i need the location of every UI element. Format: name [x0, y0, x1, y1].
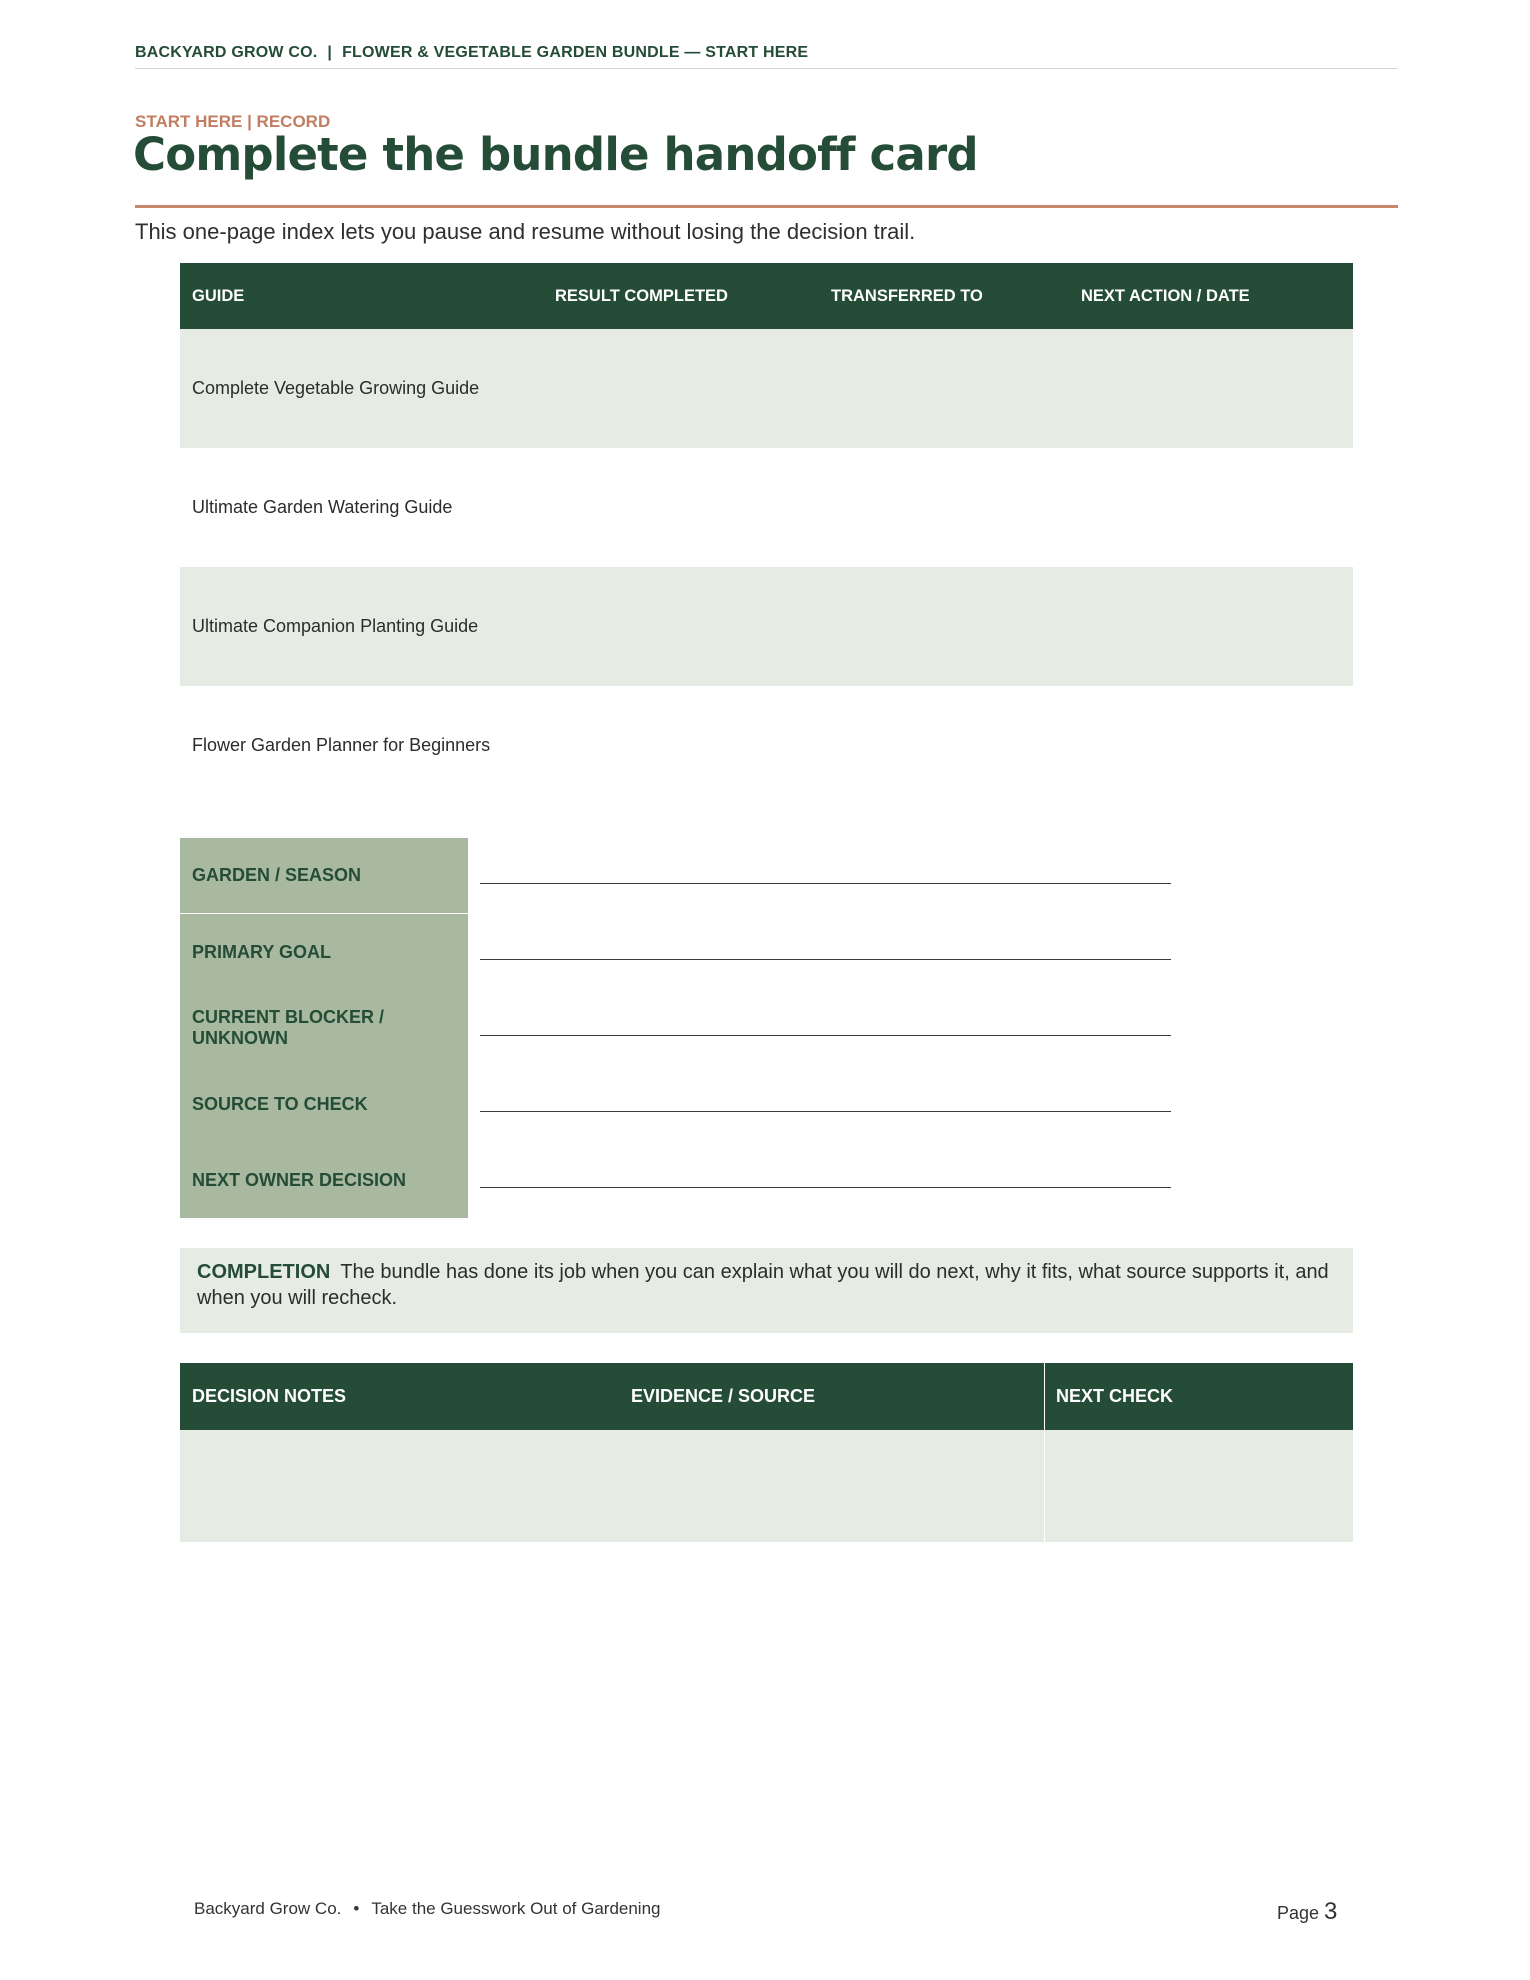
field-label: GARDEN / SEASON: [180, 838, 468, 914]
completion-lead: COMPLETION: [197, 1261, 331, 1283]
table-row: [180, 329, 1353, 448]
field-row-garden-season: [180, 838, 1180, 914]
column-header-next-check: NEXT CHECK: [1044, 1363, 1353, 1430]
current-blocker-field[interactable]: [480, 1035, 1171, 1036]
table-row: [180, 567, 1353, 686]
notes-table-header: [180, 1363, 1353, 1430]
page-label: Page: [1277, 1903, 1320, 1923]
guide-table: [180, 263, 1353, 805]
field-row-next-owner-decision: [180, 1142, 1180, 1218]
garden-season-field[interactable]: [480, 883, 1171, 884]
column-header-decision-notes: DECISION NOTES: [192, 1386, 347, 1406]
decision-notes-cell[interactable]: [180, 1430, 631, 1542]
footer-slogan: Take the Guesswork Out of Gardening: [371, 1899, 661, 1918]
completion-text: The bundle has done its job when you can explain what you will do next, why it fits, what source supports it, and when you will recheck.: [197, 1261, 1329, 1309]
footer-brand: Backyard Grow Co.: [194, 1899, 342, 1918]
completion-callout: [180, 1248, 1353, 1333]
field-row-current-blocker: [180, 990, 1180, 1066]
header-separator: |: [327, 44, 333, 61]
column-header-transferred-to: TRANSFERRED TO: [831, 286, 983, 305]
table-row: [180, 448, 1353, 567]
table-row: [180, 686, 1353, 805]
primary-goal-field[interactable]: [480, 959, 1171, 960]
guide-table-header: [180, 263, 1353, 329]
field-row-primary-goal: [180, 914, 1180, 990]
page-title: Complete the bundle handoff card: [133, 128, 978, 181]
intro-text: This one-page index lets you pause and resume without losing the decision trail.: [135, 219, 916, 244]
field-row-source-to-check: [180, 1066, 1180, 1142]
notes-table: [180, 1363, 1353, 1542]
guide-name-cell: Complete Vegetable Growing Guide: [192, 378, 480, 398]
header-brand: BACKYARD GROW CO.: [135, 44, 318, 61]
column-header-next-action-date: NEXT ACTION / DATE: [1081, 286, 1250, 305]
guide-name-cell: Flower Garden Planner for Beginners: [192, 735, 491, 755]
field-label: CURRENT BLOCKER / UNKNOWN: [180, 990, 468, 1066]
column-header-result-completed: RESULT COMPLETED: [555, 286, 728, 305]
table-row: [180, 1430, 1353, 1542]
next-owner-decision-field[interactable]: [480, 1187, 1171, 1188]
running-header: [135, 44, 1398, 69]
page-number-value: 3: [1324, 1898, 1338, 1925]
column-header-guide: GUIDE: [192, 286, 245, 305]
next-check-cell[interactable]: [1044, 1430, 1353, 1542]
guide-name-cell: Ultimate Companion Planting Guide: [192, 616, 479, 636]
field-label: NEXT OWNER DECISION: [180, 1142, 468, 1218]
bullet-icon: •: [353, 1899, 360, 1918]
guide-name-cell: Ultimate Garden Watering Guide: [192, 497, 453, 517]
field-label: PRIMARY GOAL: [180, 914, 468, 990]
title-divider: [135, 205, 1398, 208]
column-header-evidence-source: EVIDENCE / SOURCE: [631, 1386, 816, 1406]
page-number: [1277, 1898, 1337, 1926]
handoff-fields: [180, 838, 1180, 1218]
source-to-check-field[interactable]: [480, 1111, 1171, 1112]
footer-tagline: [194, 1899, 661, 1919]
field-label: SOURCE TO CHECK: [180, 1066, 468, 1142]
header-section: FLOWER & VEGETABLE GARDEN BUNDLE — START HERE: [342, 44, 809, 61]
section-eyebrow: START HERE | RECORD: [135, 112, 331, 131]
evidence-source-cell[interactable]: [631, 1430, 1044, 1542]
